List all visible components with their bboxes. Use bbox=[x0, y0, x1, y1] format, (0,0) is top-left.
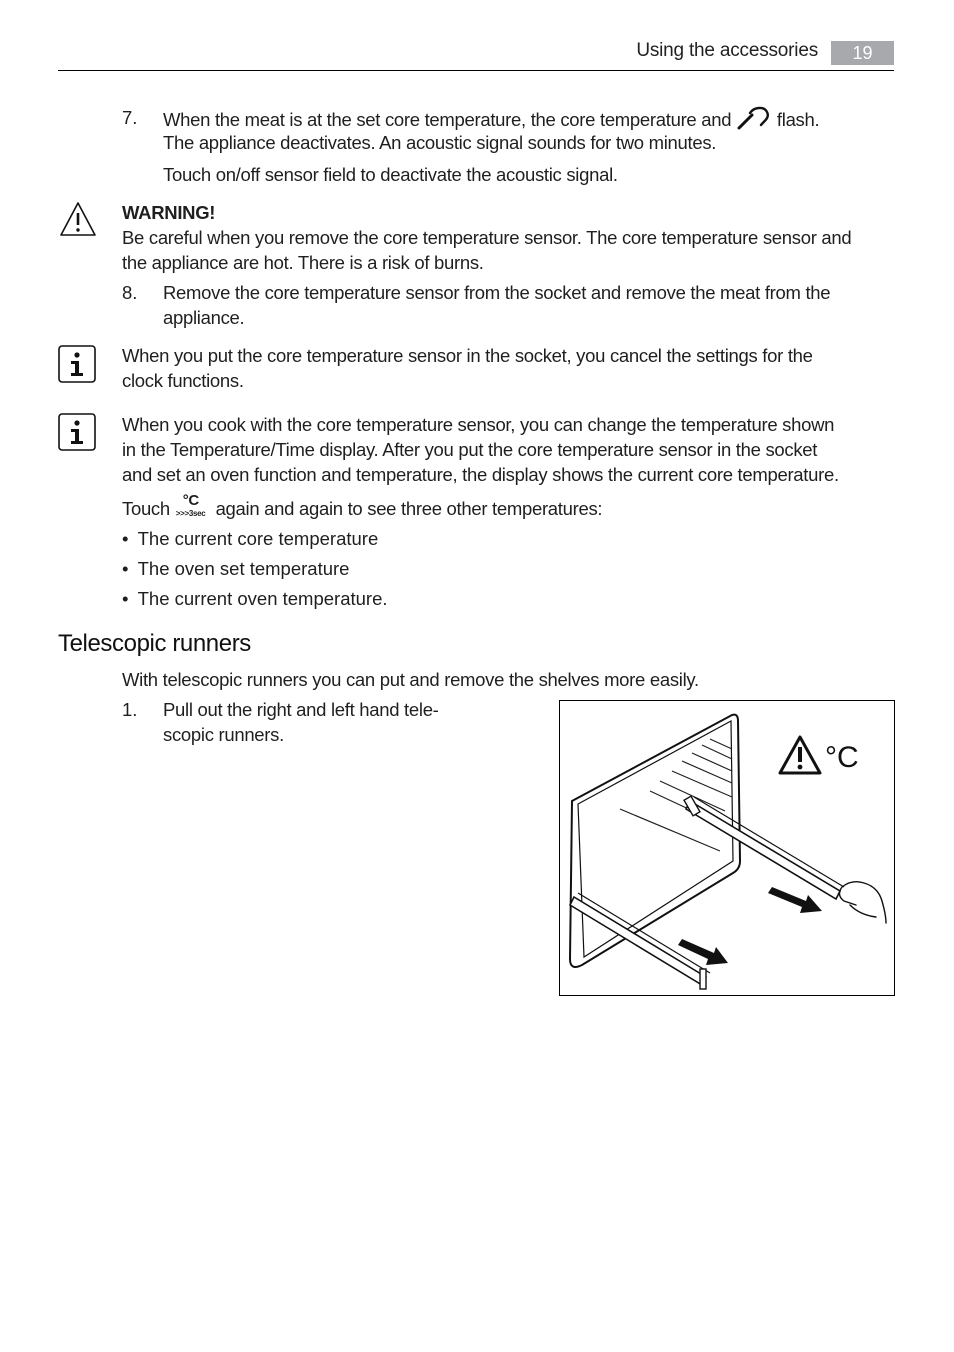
warning-icon bbox=[58, 200, 98, 243]
step-7-text-b: flash. bbox=[776, 108, 820, 130]
page-number: 19 bbox=[831, 41, 894, 65]
section-title: Telescopic runners bbox=[58, 630, 251, 657]
touch-text-before: Touch bbox=[122, 498, 170, 519]
figure-temperature-label: °C bbox=[825, 741, 859, 774]
step-8-number: 8. bbox=[122, 282, 138, 303]
header-divider bbox=[58, 70, 894, 71]
telescopic-step-1-line-1: Pull out the right and left hand tele- bbox=[163, 699, 439, 720]
telescopic-step-1-number: 1. bbox=[122, 699, 138, 720]
telescopic-runner-illustration bbox=[559, 700, 895, 996]
telescopic-intro: With telescopic runners you can put and remove the shelves more easily. bbox=[122, 669, 699, 690]
info-icon bbox=[58, 413, 96, 456]
core-probe-icon bbox=[736, 105, 772, 137]
warning-line-1: Be careful when you remove the core temperature sensor. The core temperature sensor and bbox=[122, 227, 852, 248]
touch-instruction bbox=[122, 492, 603, 523]
temperature-toggle-icon: °C >>>3sec bbox=[175, 492, 206, 519]
section-header: Using the accessories bbox=[636, 40, 818, 61]
step-7-line-3: Touch on/off sensor field to deactivate the acoustic signal. bbox=[163, 164, 618, 185]
warning-line-2: the appliance are hot. There is a risk of burns. bbox=[122, 252, 484, 273]
step-8-line-1: Remove the core temperature sensor from the socket and remove the meat from the bbox=[163, 282, 831, 303]
step-7-text-a: When the meat is at the set core temperature, the core temperature and bbox=[163, 108, 732, 130]
telescopic-step-1-line-2: scopic runners. bbox=[163, 724, 284, 745]
touch-text-after: again and again to see three other temperatures: bbox=[215, 498, 603, 519]
step-7-line-2: The appliance deactivates. An acoustic signal sounds for two minutes. bbox=[163, 132, 717, 153]
warning-title: WARNING! bbox=[122, 202, 216, 223]
list-item: • The current core temperature bbox=[122, 528, 379, 549]
info-2-line-3: and set an oven function and temperature, the display shows the current core temperature. bbox=[122, 464, 839, 485]
step-7-number: 7. bbox=[122, 107, 138, 128]
info-icon bbox=[58, 345, 96, 388]
info-2-line-2: in the Temperature/Time display. After you put the core temperature sensor in the socket bbox=[122, 439, 818, 460]
step-8-line-2: appliance. bbox=[163, 307, 245, 328]
info-2-line-1: When you cook with the core temperature sensor, you can change the temperature shown bbox=[122, 414, 835, 435]
info-1-line-1: When you put the core temperature sensor in the socket, you cancel the settings for the bbox=[122, 345, 813, 366]
info-1-line-2: clock functions. bbox=[122, 370, 244, 391]
list-item: • The current oven temperature. bbox=[122, 588, 388, 609]
list-item: • The oven set temperature bbox=[122, 558, 350, 579]
